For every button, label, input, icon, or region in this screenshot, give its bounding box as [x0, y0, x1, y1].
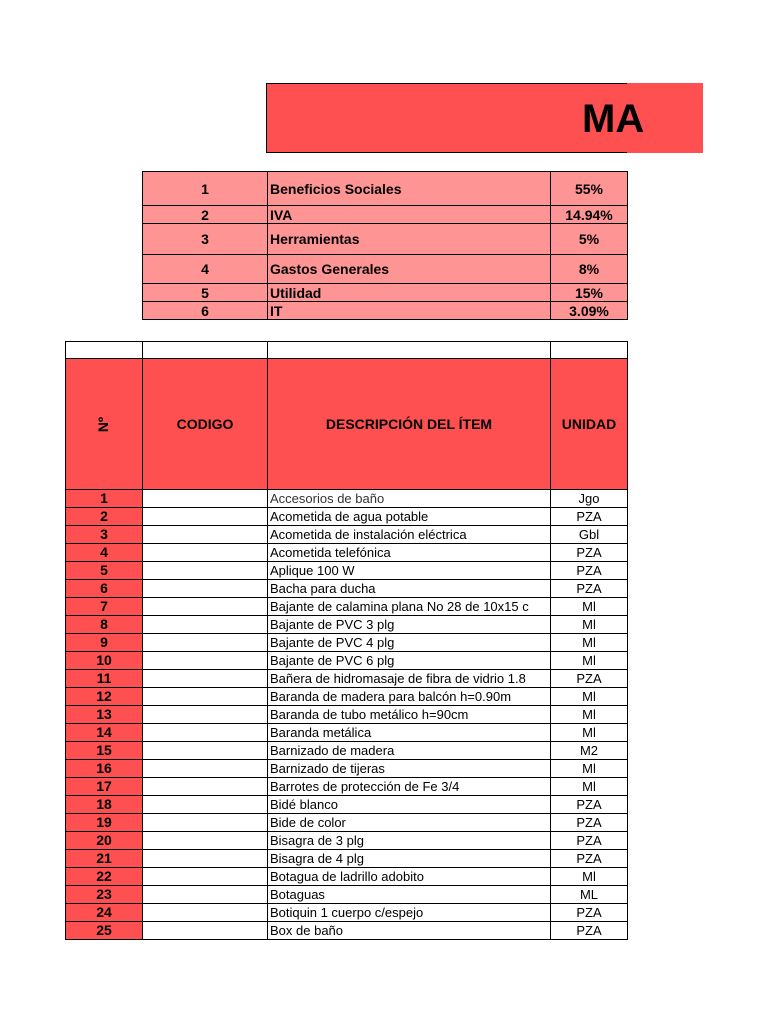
item-number[interactable]: 24 [66, 904, 143, 922]
cell[interactable] [551, 342, 628, 359]
table-row [66, 652, 628, 670]
cell[interactable] [143, 342, 268, 359]
table-row [66, 850, 628, 868]
item-description[interactable]: Baranda de madera para balcón h=0.90m [268, 688, 551, 706]
item-description[interactable]: Acometida telefónica [268, 544, 551, 562]
item-description[interactable]: Aplique 100 W [268, 562, 551, 580]
factor-label[interactable]: IT [268, 302, 551, 320]
item-code[interactable] [143, 814, 268, 832]
factor-label[interactable]: IVA [268, 206, 551, 224]
item-number[interactable]: 21 [66, 850, 143, 868]
item-description[interactable]: Botiquin 1 cuerpo c/espejo [268, 904, 551, 922]
table-row [66, 742, 628, 760]
item-unit[interactable]: Ml [551, 652, 628, 670]
table-row [66, 688, 628, 706]
item-description[interactable]: Baranda de tubo metálico h=90cm [268, 706, 551, 724]
table-row [66, 814, 628, 832]
table-row [66, 886, 628, 904]
item-code[interactable] [143, 652, 268, 670]
title-banner [266, 83, 703, 153]
item-number[interactable]: 19 [66, 814, 143, 832]
item-description[interactable]: Barnizado de tijeras [268, 760, 551, 778]
item-code[interactable] [143, 634, 268, 652]
item-number[interactable]: 5 [66, 562, 143, 580]
item-number[interactable]: 17 [66, 778, 143, 796]
item-unit[interactable]: Ml [551, 634, 628, 652]
table-row [66, 832, 628, 850]
item-code[interactable] [143, 562, 268, 580]
item-number[interactable]: 1 [66, 490, 143, 508]
table-row [66, 706, 628, 724]
factor-row [143, 255, 628, 284]
item-code[interactable] [143, 742, 268, 760]
header-unit[interactable]: UNIDAD [551, 359, 628, 490]
factor-no[interactable]: 3 [143, 224, 268, 255]
item-description[interactable]: Baranda metálica [268, 724, 551, 742]
item-unit[interactable]: PZA [551, 904, 628, 922]
item-number[interactable]: 20 [66, 832, 143, 850]
table-row [66, 562, 628, 580]
item-code[interactable] [143, 544, 268, 562]
cell[interactable] [66, 342, 143, 359]
table-row [66, 490, 628, 508]
table-row [66, 634, 628, 652]
item-code[interactable] [143, 724, 268, 742]
item-description[interactable]: Barnizado de madera [268, 742, 551, 760]
factor-value[interactable]: 14.94% [551, 206, 628, 224]
header-row [66, 359, 628, 490]
factor-row [143, 284, 628, 302]
item-description[interactable]: Bajante de PVC 4 plg [268, 634, 551, 652]
item-code[interactable] [143, 526, 268, 544]
table-row [66, 796, 628, 814]
item-code[interactable] [143, 580, 268, 598]
item-unit[interactable]: Ml [551, 616, 628, 634]
factor-label[interactable]: Utilidad [268, 284, 551, 302]
item-description[interactable]: Bajante de calamina plana No 28 de 10x15 c [268, 598, 551, 616]
factor-no[interactable]: 4 [143, 255, 268, 284]
factor-no[interactable]: 1 [143, 172, 268, 206]
item-unit[interactable]: Ml [551, 598, 628, 616]
item-description[interactable]: Botagua de ladrillo adobito [268, 868, 551, 886]
item-code[interactable] [143, 616, 268, 634]
item-unit[interactable]: Gbl [551, 526, 628, 544]
item-number[interactable]: 3 [66, 526, 143, 544]
item-code[interactable] [143, 904, 268, 922]
item-unit[interactable]: Jgo [551, 490, 628, 508]
item-code[interactable] [143, 490, 268, 508]
header-no[interactable]: Nº [66, 359, 143, 490]
item-number[interactable]: 22 [66, 868, 143, 886]
factor-no[interactable]: 6 [143, 302, 268, 320]
item-code[interactable] [143, 760, 268, 778]
item-number[interactable]: 15 [66, 742, 143, 760]
item-code[interactable] [143, 832, 268, 850]
table-row [66, 598, 628, 616]
table-row [66, 544, 628, 562]
item-unit[interactable]: PZA [551, 814, 628, 832]
table-row [66, 922, 628, 940]
item-number[interactable]: 4 [66, 544, 143, 562]
item-code[interactable] [143, 796, 268, 814]
item-description[interactable]: Accesorios de baño [268, 490, 551, 508]
table-row [66, 526, 628, 544]
factor-row [143, 172, 628, 206]
item-number[interactable]: 14 [66, 724, 143, 742]
item-number[interactable]: 12 [66, 688, 143, 706]
factor-value[interactable]: 55% [551, 172, 628, 206]
item-number[interactable]: 9 [66, 634, 143, 652]
item-description[interactable]: Botaguas [268, 886, 551, 904]
item-unit[interactable]: M2 [551, 742, 628, 760]
item-number[interactable]: 7 [66, 598, 143, 616]
table-row [66, 868, 628, 886]
item-unit[interactable]: Ml [551, 760, 628, 778]
item-code[interactable] [143, 706, 268, 724]
item-description[interactable]: Bajante de PVC 3 plg [268, 616, 551, 634]
item-unit[interactable]: Ml [551, 724, 628, 742]
item-unit[interactable]: Ml [551, 706, 628, 724]
item-number[interactable]: 6 [66, 580, 143, 598]
table-row [66, 670, 628, 688]
item-number[interactable]: 2 [66, 508, 143, 526]
item-unit[interactable]: PZA [551, 850, 628, 868]
item-unit[interactable]: PZA [551, 832, 628, 850]
factor-row [143, 206, 628, 224]
item-unit[interactable]: PZA [551, 670, 628, 688]
item-code[interactable] [143, 598, 268, 616]
factor-value[interactable]: 15% [551, 284, 628, 302]
table-row [66, 904, 628, 922]
item-description[interactable]: Acometida de agua potable [268, 508, 551, 526]
item-number[interactable]: 11 [66, 670, 143, 688]
table-row [66, 580, 628, 598]
factor-label[interactable]: Gastos Generales [268, 255, 551, 284]
item-unit[interactable]: PZA [551, 544, 628, 562]
item-number[interactable]: 23 [66, 886, 143, 904]
item-code[interactable] [143, 670, 268, 688]
factor-value[interactable]: 8% [551, 255, 628, 284]
table-row [66, 616, 628, 634]
factor-no[interactable]: 5 [143, 284, 268, 302]
item-description[interactable]: Bide de color [268, 814, 551, 832]
item-description[interactable]: Bañera de hidromasaje de fibra de vidrio 1.8 [268, 670, 551, 688]
item-code[interactable] [143, 886, 268, 904]
table-row [66, 508, 628, 526]
table-row [66, 760, 628, 778]
item-description[interactable]: Bisagra de 3 plg [268, 832, 551, 850]
item-description[interactable]: Bajante de PVC 6 plg [268, 652, 551, 670]
factor-row [143, 302, 628, 320]
item-code[interactable] [143, 922, 268, 940]
item-description[interactable]: Acometida de instalación eléctrica [268, 526, 551, 544]
item-number[interactable]: 25 [66, 922, 143, 940]
item-description[interactable]: Bacha para ducha [268, 580, 551, 598]
item-unit[interactable]: PZA [551, 796, 628, 814]
item-number[interactable]: 18 [66, 796, 143, 814]
header-description[interactable]: DESCRIPCIÓN DEL ÍTEM [268, 359, 551, 490]
item-number[interactable]: 10 [66, 652, 143, 670]
cell[interactable] [268, 342, 551, 359]
item-code[interactable] [143, 778, 268, 796]
item-description[interactable]: Barrotes de protección de Fe 3/4 [268, 778, 551, 796]
item-description[interactable]: Bisagra de 4 plg [268, 850, 551, 868]
factor-value[interactable]: 3.09% [551, 302, 628, 320]
page-title: MA [582, 97, 645, 141]
item-unit[interactable]: PZA [551, 580, 628, 598]
item-unit[interactable]: PZA [551, 508, 628, 526]
factors-table [142, 171, 628, 320]
item-number[interactable]: 16 [66, 760, 143, 778]
item-unit[interactable]: Ml [551, 688, 628, 706]
item-unit[interactable]: Ml [551, 778, 628, 796]
item-description[interactable]: Bidé blanco [268, 796, 551, 814]
item-code[interactable] [143, 508, 268, 526]
item-unit[interactable]: ML [551, 886, 628, 904]
blank-row [66, 342, 628, 359]
table-row [66, 724, 628, 742]
item-code[interactable] [143, 868, 268, 886]
factor-label[interactable]: Beneficios Sociales [268, 172, 551, 206]
header-code[interactable]: CODIGO [143, 359, 268, 490]
item-code[interactable] [143, 688, 268, 706]
factor-label[interactable]: Herramientas [268, 224, 551, 255]
item-unit[interactable]: PZA [551, 922, 628, 940]
factor-value[interactable]: 5% [551, 224, 628, 255]
item-number[interactable]: 8 [66, 616, 143, 634]
item-unit[interactable]: PZA [551, 562, 628, 580]
item-code[interactable] [143, 850, 268, 868]
table-row [66, 778, 628, 796]
factor-row [143, 224, 628, 255]
item-number[interactable]: 13 [66, 706, 143, 724]
item-unit[interactable]: Ml [551, 868, 628, 886]
factor-no[interactable]: 2 [143, 206, 268, 224]
items-table [65, 341, 628, 940]
item-description[interactable]: Box de baño [268, 922, 551, 940]
